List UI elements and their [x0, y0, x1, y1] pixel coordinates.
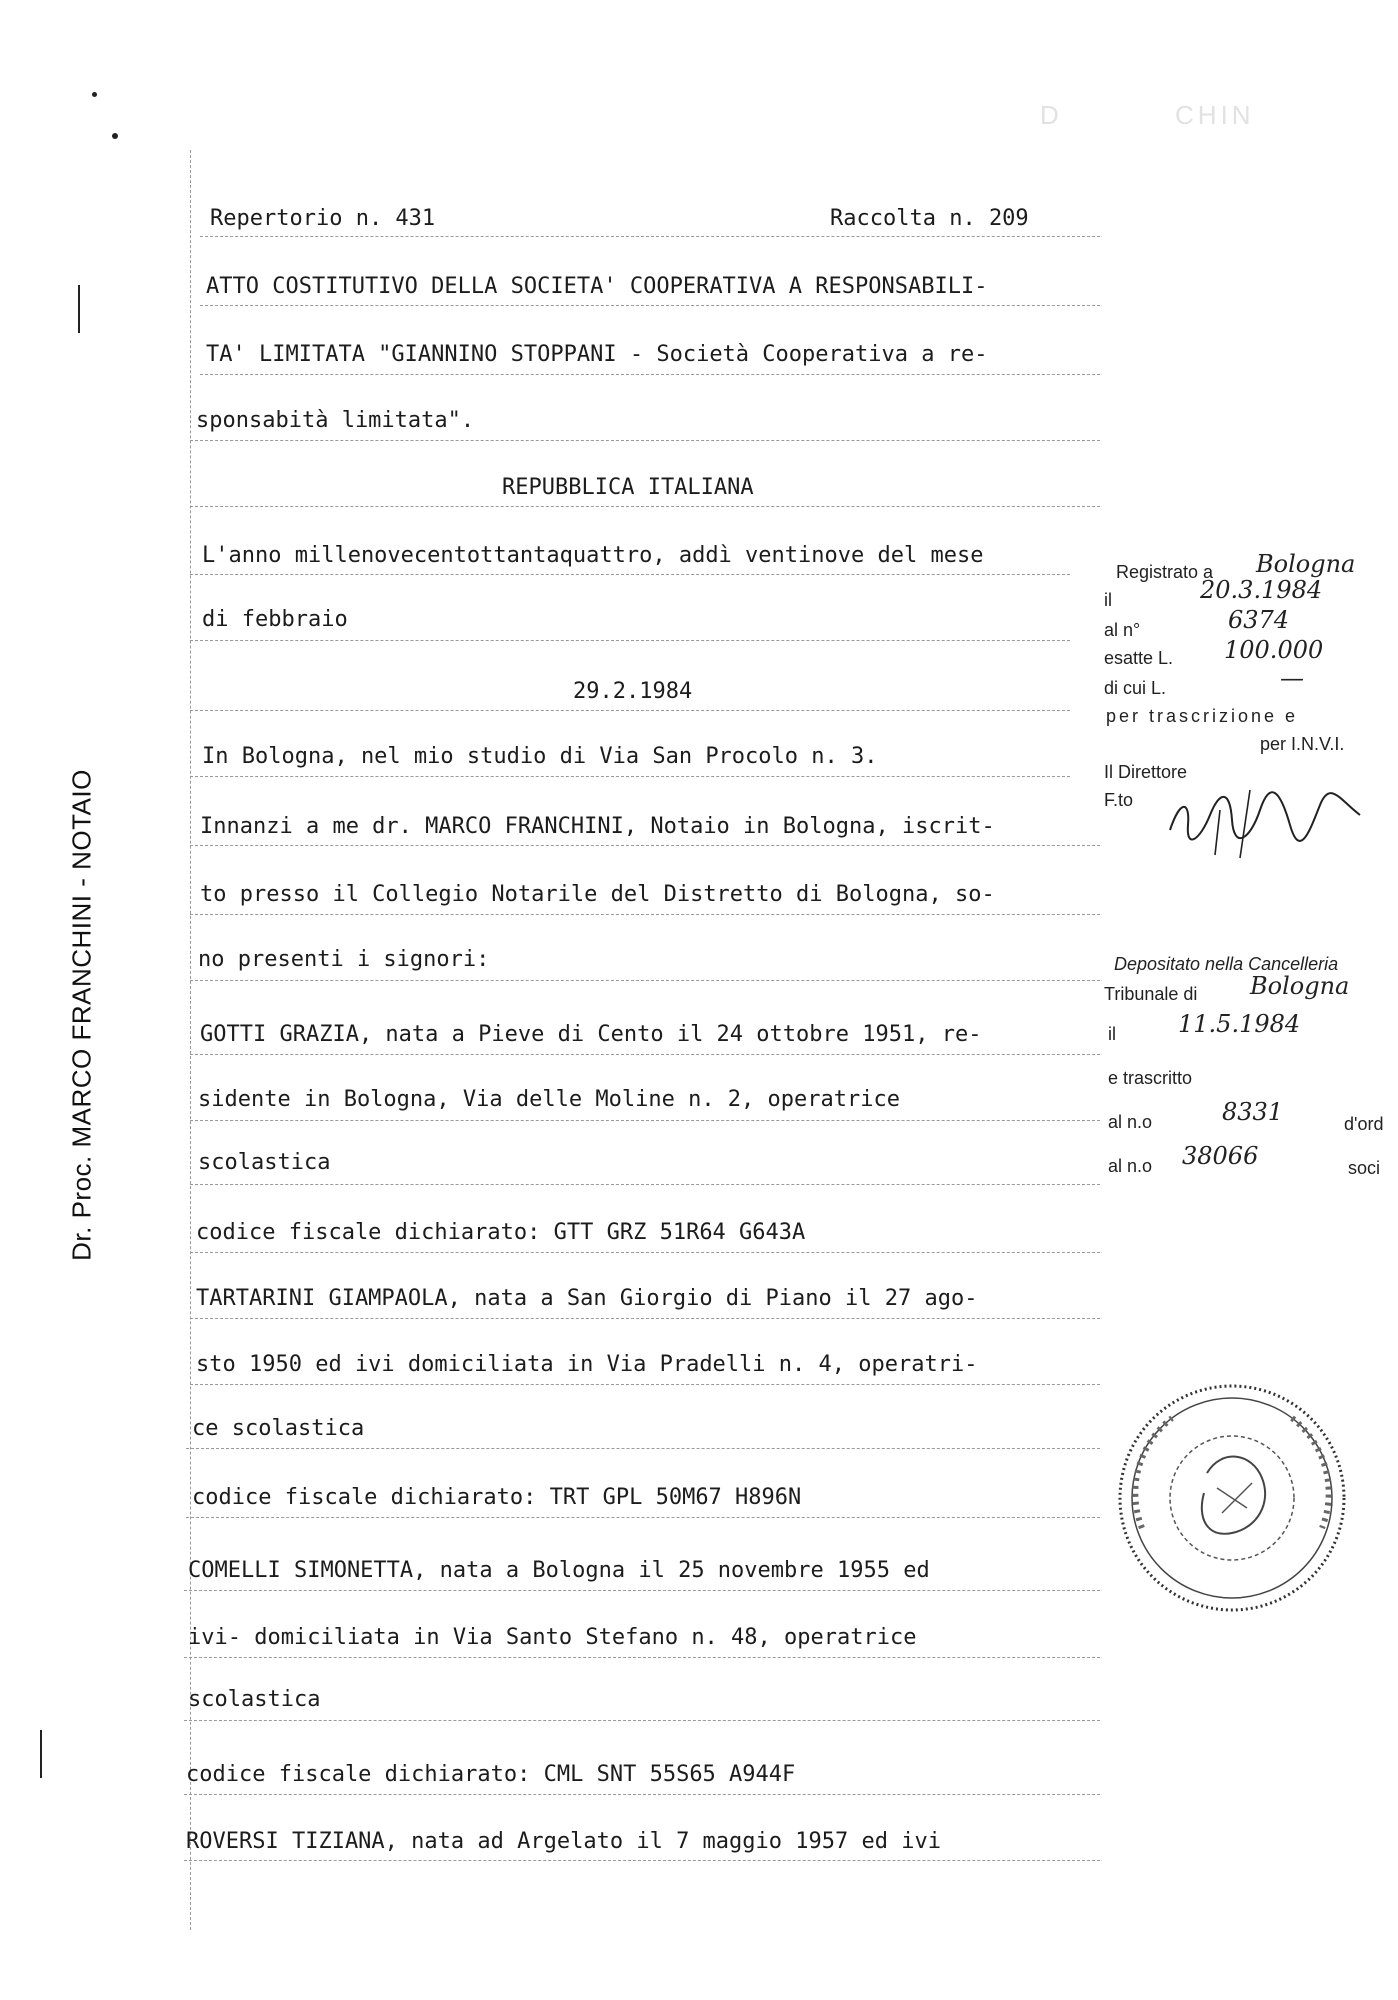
line-rule	[190, 574, 1070, 575]
line-rule	[190, 845, 1100, 846]
stamp-label: Registrato a	[1116, 562, 1214, 582]
fiscal-code-line: codice fiscale dichiarato: GTT GRZ 51R64 G643A	[196, 1220, 806, 1245]
stamp-label: e trascritto	[1108, 1068, 1193, 1088]
line-rule	[190, 1120, 1100, 1121]
line-rule	[184, 1657, 1100, 1658]
line-rule	[190, 1184, 1100, 1185]
margin-dot	[112, 133, 118, 139]
body-line: In Bologna, nel mio studio di Via San Procolo n. 3.	[202, 744, 878, 769]
line-rule	[190, 1252, 1100, 1253]
stamp-handwritten-value: —	[1280, 664, 1304, 692]
republic-heading: REPUBBLICA ITALIANA	[502, 475, 754, 500]
fiscal-code-line: codice fiscale dichiarato: TRT GPL 50M67 H896N	[192, 1485, 802, 1510]
margin-dot	[92, 92, 97, 97]
notary-seal	[1112, 1378, 1352, 1618]
line-rule	[190, 1318, 1100, 1319]
stamp-label: il	[1108, 1024, 1116, 1044]
party-line: scolastica	[188, 1687, 321, 1712]
stamp-handwritten-value: 100.000	[1224, 636, 1324, 664]
director-signature	[1160, 770, 1370, 860]
party-line: ROVERSI TIZIANA, nata ad Argelato il 7 maggio 1957 ed ivi	[186, 1829, 941, 1854]
line-rule	[184, 1720, 1100, 1721]
line-rule	[190, 914, 1100, 915]
body-line: di febbraio	[202, 607, 348, 632]
stamp-handwritten-value: 20.3.1984	[1200, 576, 1323, 604]
fiscal-code-line: codice fiscale dichiarato: CML SNT 55S65 A944F	[186, 1762, 796, 1787]
deed-date: 29.2.1984	[573, 679, 693, 704]
stamp-label: F.to	[1104, 790, 1134, 810]
line-rule	[190, 640, 1070, 641]
line-rule	[184, 1860, 1100, 1861]
stamp-suffix: d'ord	[1344, 1114, 1384, 1134]
raccolta-number: Raccolta n. 209	[830, 206, 1029, 231]
line-rule	[184, 1590, 1100, 1591]
stamp-label: per trascrizione e	[1106, 706, 1299, 726]
party-line: sidente in Bologna, Via delle Moline n. 2, operatrice	[198, 1087, 900, 1112]
stamp-handwritten-value: 38066	[1182, 1142, 1259, 1170]
body-line: Innanzi a me dr. MARCO FRANCHINI, Notaio in Bologna, iscrit-	[200, 814, 995, 839]
line-rule	[190, 440, 1100, 441]
party-line: COMELLI SIMONETTA, nata a Bologna il 25 novembre 1955 ed	[188, 1558, 930, 1583]
stamp-label: al n.o	[1108, 1112, 1153, 1132]
stamp-label: esatte L.	[1104, 648, 1174, 668]
deed-title-line: TA' LIMITATA "GIANNINO STOPPANI - Società Cooperativa a re-	[206, 342, 988, 367]
body-line: no presenti i signori:	[198, 947, 490, 972]
body-line: L'anno millenovecentottantaquattro, addì ventinove del mese	[202, 543, 984, 568]
line-rule	[190, 710, 1070, 711]
stamp-label: al n.o	[1108, 1156, 1153, 1176]
stamp-label: Depositato nella Cancelleria	[1114, 954, 1339, 974]
party-line: sto 1950 ed ivi domiciliata in Via Pradelli n. 4, operatri-	[196, 1352, 978, 1377]
stamp-handwritten-value: 11.5.1984	[1178, 1010, 1301, 1038]
party-line: ivi- domiciliata in Via Santo Stefano n. 48, operatrice	[188, 1625, 917, 1650]
margin-mark	[40, 1730, 42, 1778]
stamp-label: Tribunale di	[1104, 984, 1198, 1004]
line-rule	[190, 776, 1070, 777]
stamp-handwritten-value: Bologna	[1256, 550, 1356, 578]
stamp-handwritten-value: 8331	[1222, 1098, 1284, 1126]
line-rule	[190, 980, 1100, 981]
margin-mark	[78, 285, 80, 333]
line-rule	[200, 374, 1100, 375]
line-rule	[186, 1517, 1100, 1518]
bleed-through-text: D CHIN	[1040, 100, 1255, 130]
party-line: scolastica	[198, 1150, 331, 1175]
line-rule	[184, 1794, 1100, 1795]
party-line: ce scolastica	[192, 1416, 365, 1441]
repertorio-number: Repertorio n. 431	[210, 206, 436, 231]
stamp-handwritten-value: Bologna	[1250, 972, 1350, 1000]
line-rule	[200, 305, 1100, 306]
party-line: GOTTI GRAZIA, nata a Pieve di Cento il 24 ottobre 1951, re-	[200, 1022, 982, 1047]
stamp-label: al n°	[1104, 620, 1141, 640]
deed-title-line: ATTO COSTITUTIVO DELLA SOCIETA' COOPERATIVA A RESPONSABILI-	[206, 274, 988, 299]
line-rule	[186, 1448, 1100, 1449]
deed-title-line: sponsabità limitata".	[196, 408, 475, 433]
stamp-label: di cui L.	[1104, 678, 1167, 698]
stamp-label: il	[1104, 590, 1112, 610]
stamp-handwritten-value: 6374	[1228, 606, 1290, 634]
stamp-label: Il Direttore	[1104, 762, 1188, 782]
line-rule	[200, 236, 1100, 237]
stamp-suffix: soci	[1348, 1158, 1381, 1178]
party-line: TARTARINI GIAMPAOLA, nata a San Giorgio di Piano il 27 ago-	[196, 1286, 978, 1311]
margin-rule	[190, 150, 191, 1930]
body-line: to presso il Collegio Notarile del Distretto di Bologna, so-	[200, 882, 995, 907]
stamp-label: per I.N.V.I.	[1260, 734, 1345, 754]
line-rule	[190, 1054, 1100, 1055]
line-rule	[190, 1384, 1100, 1385]
line-rule	[190, 506, 1100, 507]
notary-side-label: Dr. Proc. MARCO FRANCHINI - NOTAIO	[66, 769, 97, 1261]
